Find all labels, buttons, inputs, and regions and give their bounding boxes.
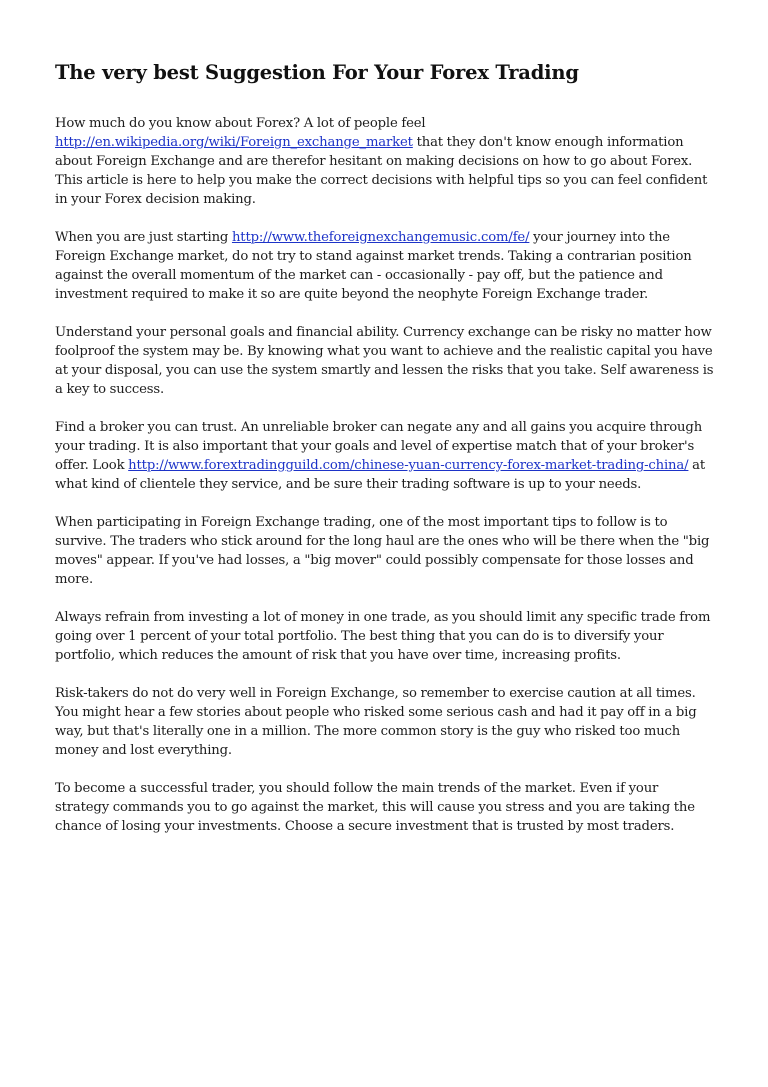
paragraph-survive: When participating in Foreign Exchange trading, one of the most important tips to follow is to survive. The traders who stick around for the long haul are the ones who will be there when the "big moves" appear. If you've had losses, a "big mover" could possibly compensate for those losses and more. (55, 515, 710, 587)
document-page (55, 58, 715, 855)
paragraph-broker (55, 418, 715, 494)
paragraph-trends: To become a successful trader, you should follow the main trends of the market. Even if your strategy commands you to go against the market, this will cause you stress and you are taking the chance of losing your investments. Choose a secure investment that is trusted by most traders. (55, 781, 695, 834)
forex-trading-guild-link[interactable]: http://www.forextradingguild.com/chinese-yuan-currency-forex-market-trading-china/ (128, 458, 689, 473)
paragraph-text: How much do you know about Forex? A lot of people feel (55, 116, 426, 131)
paragraph-investing: Always refrain from investing a lot of money in one trade, as you should limit any specific trade from going over 1 percent of your total portfolio. The best thing that you can do is to diversify your portfolio, which reduces the amount of risk that you have over time, increasing profits. (55, 610, 711, 663)
page-title: The very best Suggestion For Your Forex Trading (55, 61, 579, 84)
paragraph-risk-takers: Risk-takers do not do very well in Foreign Exchange, so remember to exercise caution at all times. You might hear a few stories about people who risked some serious cash and had it pay off in a big way, but that's literally one in a million. The more common story is the guy who risked too much money and lost everything. (55, 686, 697, 758)
wikipedia-forex-link[interactable]: http://en.wikipedia.org/wiki/Foreign_exchange_market (55, 135, 413, 150)
paragraph-intro (55, 114, 715, 209)
paragraph-starting (55, 228, 715, 304)
foreign-exchange-music-link[interactable]: http://www.theforeignexchangemusic.com/fe/ (231, 230, 530, 245)
paragraph-text: When you are just starting (55, 230, 232, 245)
paragraph-text: at what kind of clientele they service, and be sure their trading software is up to your needs. (55, 458, 706, 492)
paragraph-text: Find a broker you can trust. An unreliable broker can negate any and all gains you acquire through your trading. It is also important that your goals and level of expertise match that of your broker's offer. Look (55, 420, 703, 473)
paragraph-text: your journey into the Foreign Exchange market, do not try to stand against market trends. Taking a contrarian position against the overall momentum of the market can - occasionally - pay off, but the patience and investment required to make it so are quite beyond the neophyte Foreign Exchange trader. (55, 230, 692, 302)
paragraph-goals: Understand your personal goals and financial ability. Currency exchange can be risky no matter how foolproof the system may be. By knowing what you want to achieve and the realistic capital you have at your disposal, you can use the system smartly and lessen the risks that you take. Self awareness is a key to success. (55, 325, 714, 397)
paragraph-text: that they don't know enough information about Foreign Exchange and are therefor hesitant on making decisions on how to go about Forex. This article is here to help you make the correct decisions with helpful tips so you can feel confident in your Forex decision making. (55, 135, 708, 207)
